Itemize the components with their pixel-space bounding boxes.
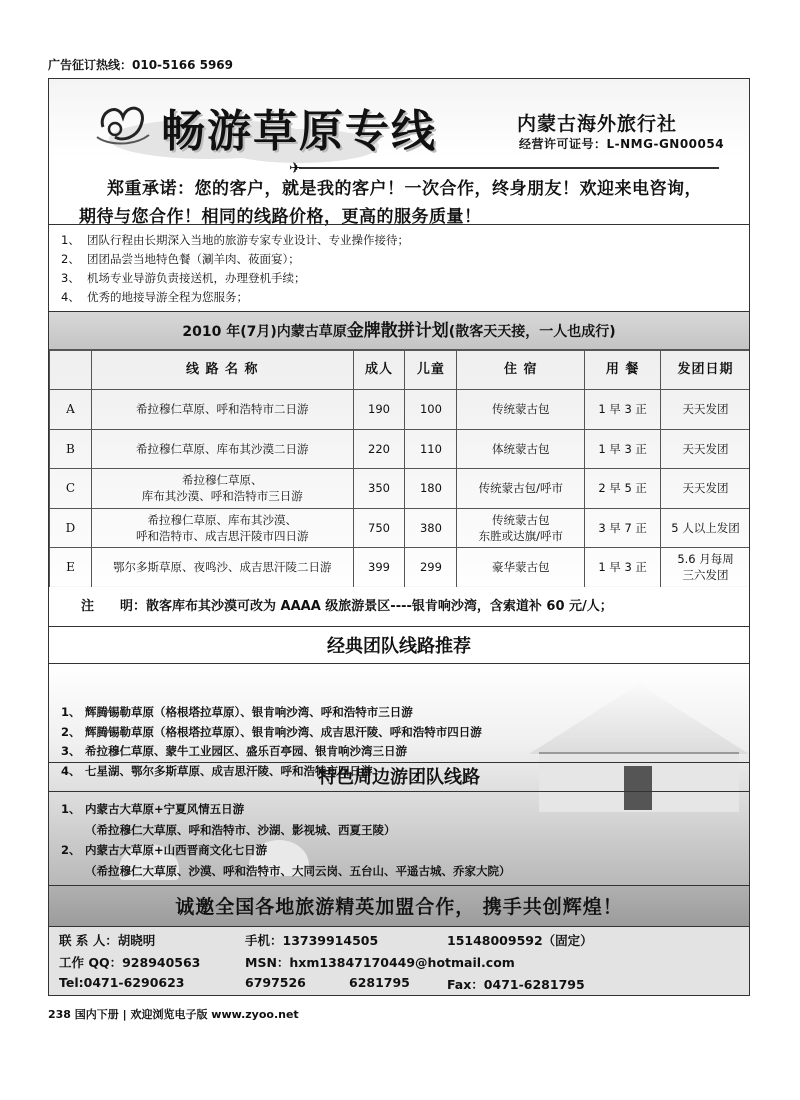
column-header: 成人 [353, 351, 405, 390]
agency-name: 内蒙古海外旅行社 [517, 113, 678, 135]
table-cell-route: 鄂尔多斯草原、夜鸣沙、成吉思汗陵二日游 [91, 548, 353, 588]
table-cell-route: 希拉穆仁草原、呼和浩特市二日游 [91, 390, 353, 430]
table-cell-adult: 399 [353, 548, 405, 588]
contact-qq: 工作 QQ：928940563 [59, 955, 201, 970]
contact-msn: MSN：hxm13847170449@hotmail.com [245, 955, 515, 970]
promise-line: 期待与您合作！相同的线路价格，更高的服务质量！ [79, 207, 482, 227]
list-item: 4、 七星湖、鄂尔多斯草原、成吉思汗陵、呼和浩特市四日游 [61, 763, 373, 778]
promise-text [79, 175, 750, 231]
table-cell-meals: 1 早 3 正 [585, 548, 661, 588]
license-number: 经营许可证号：L-NMG-GN00054 [519, 137, 725, 151]
table-header-row [50, 351, 751, 390]
list-item-detail: （希拉穆仁大草原、呼和浩特市、沙湖、影视城、西夏王陵） [85, 822, 396, 837]
column-header: 儿童 [405, 351, 457, 390]
table-cell-lodging: 传统蒙古包/呼市 [457, 469, 585, 509]
table-cell-dates: 5.6 月每周 三六发团 [661, 548, 750, 588]
list-item: 2、 辉腾锡勒草原（格根塔拉草原）、银肯响沙湾、成吉思汗陵、呼和浩特市四日游 [61, 724, 482, 739]
column-header: 住 宿 [457, 351, 585, 390]
table-row [50, 508, 751, 548]
list-item: 1、 团队行程由长期深入当地的旅游专家专业设计、专业操作接待； [61, 233, 409, 247]
table-cell-lodging: 豪华蒙古包 [457, 548, 585, 588]
table-cell-dates: 天天发团 [661, 429, 750, 469]
contact-person: 联 系 人：胡晓明 [59, 933, 156, 948]
promise-line: 郑重承诺：您的客户，就是我的客户！一次合作，终身朋友！欢迎来电咨询， [107, 179, 702, 199]
list-item: 3、 希拉穆仁草原、蒙牛工业园区、盛乐百亭园、银肯响沙湾三日游 [61, 744, 407, 758]
list-item: 1、 内蒙古大草原+宁夏风情五日游 [61, 802, 245, 816]
table-cell-meals: 2 早 5 正 [585, 469, 661, 509]
table-cell-child: 180 [405, 469, 457, 509]
table-cell-adult: 350 [353, 469, 405, 509]
invitation-banner: 诚邀全国各地旅游精英加盟合作， 携手共创辉煌！ [49, 885, 749, 927]
table-cell-adult: 190 [353, 390, 405, 430]
grassland-logo-icon [93, 97, 153, 152]
table-cell-adult: 750 [353, 508, 405, 548]
table-row [50, 390, 751, 430]
list-item-detail: （希拉穆仁大草原、沙漠、呼和浩特市、大同云岗、五台山、平遥古城、乔家大院） [85, 863, 511, 878]
table-cell-child: 380 [405, 508, 457, 548]
table-cell-adult: 220 [353, 429, 405, 469]
page-title: 畅游草原专线 [161, 106, 437, 157]
list-item: 4、 优秀的地接导游全程为您服务； [61, 290, 248, 304]
page-footer: 238 国内下册 | 欢迎浏览电子版 www.zyoo.net [48, 1008, 299, 1021]
classic-routes-title: 经典团队线路推荐 [49, 630, 749, 664]
contact-fax: Fax：0471-6281795 [447, 977, 585, 992]
contact-tel-2: 6797526 [245, 975, 306, 990]
featured-routes-list [61, 799, 511, 881]
column-header: 发团日期 [661, 351, 750, 390]
table-cell-lodging: 传统蒙古包 [457, 390, 585, 430]
table-cell-dates: 天天发团 [661, 390, 750, 430]
ad-hotline: 广告征订热线：010-5166 5969 [48, 58, 234, 72]
table-cell-code: C [50, 469, 92, 509]
column-header [50, 351, 92, 390]
list-item: 3、 机场专业导游负责接送机，办理登机手续； [61, 271, 306, 285]
contact-tel-3: 6281795 [349, 975, 410, 990]
featured-routes-title: 特色周边游团队线路 [49, 762, 749, 792]
list-item: 2、 内蒙古大草原+山西晋商文化七日游 [61, 843, 268, 857]
table-cell-meals: 3 早 7 正 [585, 508, 661, 548]
plan-title: 2010 年(7月)内蒙古草原金牌散拼计划(散客天天接，一人也成行) [49, 312, 749, 350]
routes-table [49, 350, 750, 588]
column-header: 线 路 名 称 [91, 351, 353, 390]
list-item: 1、 辉腾锡勒草原（格根塔拉草原）、银肯响沙湾、呼和浩特市三日游 [61, 705, 413, 719]
table-cell-child: 100 [405, 390, 457, 430]
flight-line [299, 167, 719, 169]
table-cell-route: 希拉穆仁草原、库布其沙漠二日游 [91, 429, 353, 469]
table-cell-child: 299 [405, 548, 457, 588]
table-cell-code: A [50, 390, 92, 430]
table-cell-code: D [50, 508, 92, 548]
table-cell-dates: 天天发团 [661, 469, 750, 509]
contact-mobile-2: 15148009592（固定） [447, 933, 593, 948]
contact-info [49, 927, 749, 996]
table-row [50, 429, 751, 469]
table-cell-code: B [50, 429, 92, 469]
note: 注 明：散客库布其沙漠可改为 AAAA 级旅游景区----银肯响沙湾，含索道补 60 元/人； [49, 587, 749, 627]
table-cell-meals: 1 早 3 正 [585, 429, 661, 469]
table-cell-route: 希拉穆仁草原、 库布其沙漠、呼和浩特市三日游 [91, 469, 353, 509]
airplane-icon: ✈ [289, 159, 302, 177]
list-item: 2、 团团品尝当地特色餐（涮羊肉、莜面宴）； [61, 252, 300, 266]
table-cell-code: E [50, 548, 92, 588]
table-cell-lodging: 传统蒙古包 东胜或达旗/呼市 [457, 508, 585, 548]
contact-tel: Tel:0471-6290623 [59, 975, 185, 990]
table-cell-child: 110 [405, 429, 457, 469]
features-list [49, 224, 749, 312]
table-cell-lodging: 体统蒙古包 [457, 429, 585, 469]
advertisement-frame [48, 78, 750, 996]
column-header: 用 餐 [585, 351, 661, 390]
contact-mobile: 手机：13739914505 [245, 933, 379, 948]
table-cell-meals: 1 早 3 正 [585, 390, 661, 430]
table-cell-dates: 5 人以上发团 [661, 508, 750, 548]
table-cell-route: 希拉穆仁草原、库布其沙漠、 呼和浩特市、成吉思汗陵市四日游 [91, 508, 353, 548]
table-row [50, 548, 751, 588]
table-row [50, 469, 751, 509]
header [49, 79, 749, 227]
